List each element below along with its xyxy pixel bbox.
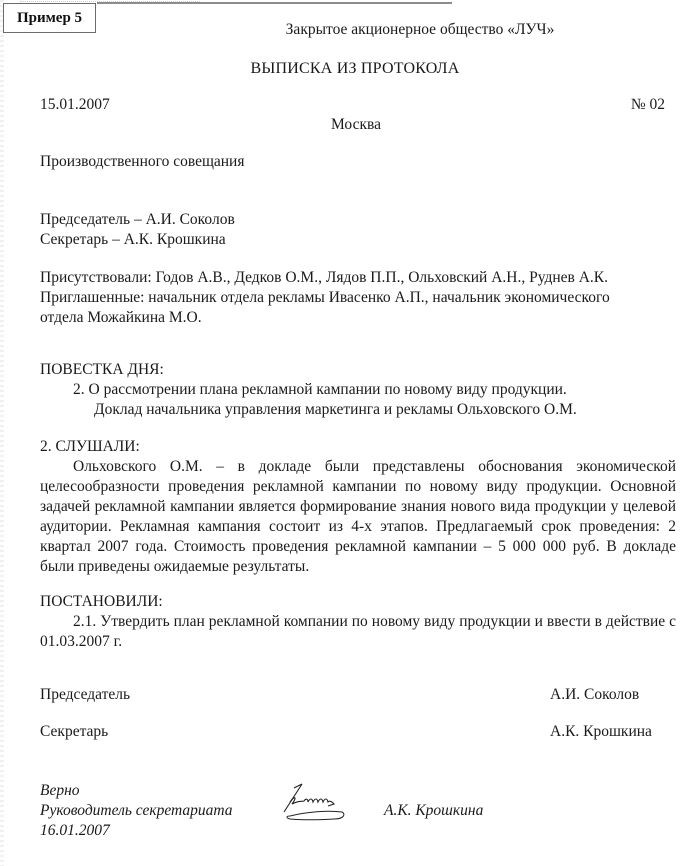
meeting-type: Производственного совещания bbox=[40, 153, 245, 170]
agenda-item-line1: 2. О рассмотрении плана рекламной кампании по новому виду продукции. bbox=[73, 381, 567, 398]
certification-verified: Верно bbox=[40, 782, 80, 799]
document-title: ВЫПИСКА ИЗ ПРОТОКОЛА bbox=[250, 60, 460, 77]
certification-date: 16.01.2007 bbox=[40, 822, 110, 839]
resolved-heading: ПОСТАНОВИЛИ: bbox=[40, 593, 163, 610]
present-list: Присутствовали: Годов А.В., Дедков О.М., Лядов П.П., Ольховский А.Н., Руднев А.К. bbox=[40, 269, 609, 286]
resolved-text: 2.1. Утвердить план рекламной компании по новому виду продукции и ввести в действие с 01.03.2007 г. bbox=[40, 613, 676, 650]
agenda-heading: ПОВЕСТКА ДНЯ: bbox=[40, 361, 164, 378]
document-city: Москва bbox=[331, 116, 381, 133]
organization-name: Закрытое акционерное общество «ЛУЧ» bbox=[285, 21, 555, 38]
agenda-item-line2: Доклад начальника управления маркетинга и рекламы Ольховского О.М. bbox=[94, 401, 577, 418]
chair-signature-label: Председатель bbox=[40, 686, 131, 703]
heard-heading: 2. СЛУШАЛИ: bbox=[40, 438, 140, 455]
document-number: № 02 bbox=[630, 96, 665, 113]
secretary-signature-name: А.К. Крошкина bbox=[550, 723, 652, 740]
resolved-section bbox=[40, 612, 676, 652]
certification-position: Руководитель секретариата bbox=[40, 802, 233, 819]
secretary-signature-label: Секретарь bbox=[40, 723, 109, 740]
chair-signature-name: А.И. Соколов bbox=[550, 686, 640, 703]
certification-name: А.К. Крошкина bbox=[384, 802, 484, 819]
secretary-line: Секретарь – А.К. Крошкина bbox=[40, 231, 226, 248]
heard-text: Ольховского О.М. – в докладе были представлены обоснования экономической целесообразности проведения рекламной кампании по новому виду продукции. Основной задачей рекламной кампании является формирование знания нового вида продукции у целевой аудитории. Рекламная кампания состоит из 4-х этапов. Предлагаемый срок проведения: 2 квартал 2007 года. Стоимость проведения рекламной кампании – 5 000 000 руб. В докладе были приведены ожидаемые результаты. bbox=[40, 458, 676, 575]
handwritten-signature-icon bbox=[272, 782, 362, 828]
heard-section bbox=[40, 457, 676, 577]
top-rule bbox=[97, 2, 452, 4]
chair-line: Председатель – А.И. Соколов bbox=[40, 211, 235, 228]
document-date: 15.01.2007 bbox=[40, 96, 110, 113]
invited-list-line2: отдела Можайкина М.О. bbox=[40, 309, 202, 326]
example-label-box: Пример 5 bbox=[3, 3, 96, 33]
invited-list-line1: Приглашенные: начальник отдела рекламы Ивасенко А.П., начальник экономического bbox=[40, 289, 610, 306]
